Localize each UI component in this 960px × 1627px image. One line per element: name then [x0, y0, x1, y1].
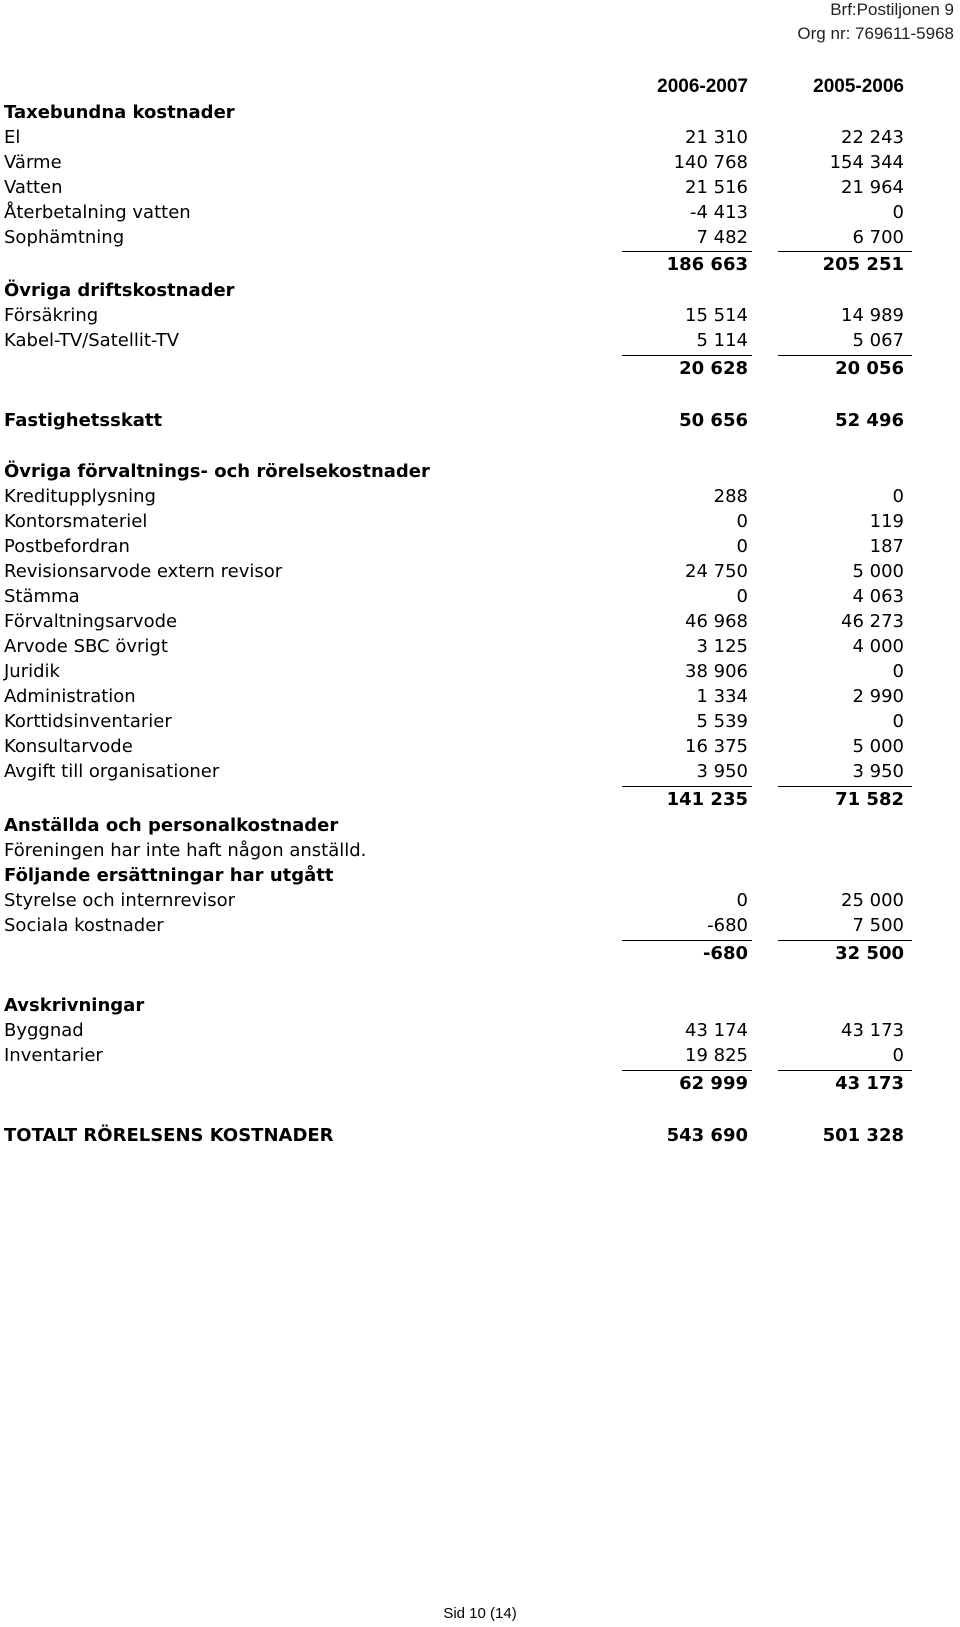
- table-row: [0, 913, 960, 938]
- row-label: Arvode SBC övrigt: [4, 636, 168, 657]
- value-2005-2006: 154 344: [829, 152, 904, 173]
- fastighetsskatt-row: [0, 408, 960, 433]
- row-label: Sophämtning: [4, 227, 125, 248]
- subtotal-row: [0, 941, 960, 966]
- row-label: Värme: [4, 152, 62, 173]
- value-2005-2006: 22 243: [841, 127, 904, 148]
- table-row: [0, 1018, 960, 1043]
- table-row: [0, 659, 960, 684]
- row-label: Styrelse och internrevisor: [4, 890, 235, 911]
- grand-total-row: [0, 1123, 960, 1148]
- subtotal-2005-2006: 205 251: [822, 254, 904, 275]
- value-2006-2007: 3 950: [696, 761, 748, 782]
- subtotal-row: [0, 252, 960, 277]
- value-2005-2006: 119: [869, 511, 904, 532]
- value-2006-2007: 0: [736, 536, 748, 557]
- value-2005-2006: 6 700: [852, 227, 904, 248]
- row-label: Vatten: [4, 177, 63, 198]
- value-2005-2006: 43 173: [841, 1020, 904, 1041]
- value-2005-2006: 14 989: [841, 305, 904, 326]
- value-2005-2006: 0: [892, 711, 904, 732]
- table-row: [0, 328, 960, 353]
- row-label: Kontorsmateriel: [4, 511, 148, 532]
- value-2006-2007: 38 906: [685, 661, 748, 682]
- subtotal-2006-2007: -680: [702, 943, 748, 964]
- value-2005-2006: 0: [892, 661, 904, 682]
- section-heading-label: Avskrivningar: [4, 995, 145, 1016]
- table-row: [0, 225, 960, 250]
- value-2006-2007: -680: [707, 915, 748, 936]
- subtotal-row: [0, 787, 960, 812]
- value-2006-2007: 46 968: [685, 611, 748, 632]
- row-label: Korttidsinventarier: [4, 711, 172, 732]
- value-2005-2006: 0: [892, 1045, 904, 1066]
- value-2006-2007: 3 125: [696, 636, 748, 657]
- value-2005-2006: 5 000: [852, 736, 904, 757]
- section-heading-label: Övriga driftskostnader: [4, 280, 235, 301]
- value-2006-2007: 5 114: [696, 330, 748, 351]
- table-row: [0, 888, 960, 913]
- value-2005-2006: 4 000: [852, 636, 904, 657]
- value-2006-2007: 7 482: [696, 227, 748, 248]
- row-label: Kabel-TV/Satellit-TV: [4, 330, 180, 351]
- value-2006-2007: 19 825: [685, 1045, 748, 1066]
- row-label: Förvaltningsarvode: [4, 611, 178, 632]
- table-row: [0, 709, 960, 734]
- subtotal-row: [0, 1071, 960, 1096]
- subtotal-2006-2007: 20 628: [679, 358, 748, 379]
- page-number: Sid 10 (14): [443, 1605, 517, 1622]
- row-label: Byggnad: [4, 1020, 84, 1041]
- table-row: [0, 534, 960, 559]
- value-2006-2007: 50 656: [679, 410, 748, 431]
- row-label: Konsultarvode: [4, 736, 133, 757]
- grand-total-2006-2007: 543 690: [666, 1125, 748, 1146]
- row-label: Försäkring: [4, 305, 99, 326]
- row-label: Juridik: [4, 661, 60, 682]
- table-row: [0, 509, 960, 534]
- section-heading: [0, 100, 960, 125]
- section-heading: [0, 459, 960, 484]
- value-2006-2007: 288: [713, 486, 748, 507]
- table-row: [0, 734, 960, 759]
- subtotal-2006-2007: 62 999: [679, 1073, 748, 1094]
- subtotal-2006-2007: 186 663: [666, 254, 748, 275]
- subtotal-2005-2006: 43 173: [835, 1073, 904, 1094]
- section-heading-label: Anställda och personalkostnader: [4, 815, 339, 836]
- subtotal-2006-2007: 141 235: [666, 789, 748, 810]
- value-2005-2006: 3 950: [852, 761, 904, 782]
- section-heading-label: Taxebundna kostnader: [4, 102, 235, 123]
- row-label: Postbefordran: [4, 536, 130, 557]
- value-2006-2007: 5 539: [696, 711, 748, 732]
- row-label: Administration: [4, 686, 136, 707]
- grand-total-2005-2006: 501 328: [822, 1125, 904, 1146]
- section-heading: [0, 813, 960, 838]
- value-2006-2007: 24 750: [685, 561, 748, 582]
- table-row: [0, 559, 960, 584]
- value-2005-2006: 5 000: [852, 561, 904, 582]
- row-label: Avgift till organisationer: [4, 761, 220, 782]
- value-2006-2007: 0: [736, 890, 748, 911]
- table-row: [0, 200, 960, 225]
- row-label: El: [4, 127, 21, 148]
- section-subheading: [0, 863, 960, 888]
- column-header-row: [0, 74, 960, 99]
- value-2006-2007: 15 514: [685, 305, 748, 326]
- table-row: [0, 759, 960, 784]
- value-2006-2007: 43 174: [685, 1020, 748, 1041]
- value-2005-2006: 187: [869, 536, 904, 557]
- row-label: Sociala kostnader: [4, 915, 164, 936]
- subtotal-2005-2006: 20 056: [835, 358, 904, 379]
- value-2006-2007: 21 310: [685, 127, 748, 148]
- value-2006-2007: 21 516: [685, 177, 748, 198]
- grand-total-label: TOTALT RÖRELSENS KOSTNADER: [4, 1125, 334, 1146]
- value-2005-2006: 0: [892, 486, 904, 507]
- personal-note: Föreningen har inte haft någon anställd.: [4, 840, 367, 861]
- table-row: [0, 1043, 960, 1068]
- value-2006-2007: 0: [736, 586, 748, 607]
- column-previous-year: 2005-2006: [813, 76, 904, 97]
- table-row: [0, 175, 960, 200]
- row-label: Fastighetsskatt: [4, 410, 163, 431]
- section-subheading-label: Följande ersättningar har utgått: [4, 865, 334, 886]
- value-2006-2007: 140 768: [673, 152, 748, 173]
- value-2006-2007: 16 375: [685, 736, 748, 757]
- value-2005-2006: 4 063: [852, 586, 904, 607]
- table-row: [0, 303, 960, 328]
- table-row: [0, 609, 960, 634]
- column-current-year: 2006-2007: [657, 76, 748, 97]
- table-row: [0, 484, 960, 509]
- value-2006-2007: 1 334: [696, 686, 748, 707]
- section-heading-label: Övriga förvaltnings- och rörelsekostnader: [4, 461, 430, 482]
- value-2005-2006: 52 496: [835, 410, 904, 431]
- table-row: [0, 125, 960, 150]
- table-row: [0, 684, 960, 709]
- row-label: Kreditupplysning: [4, 486, 156, 507]
- value-2005-2006: 7 500: [852, 915, 904, 936]
- section-heading: [0, 993, 960, 1018]
- value-2005-2006: 46 273: [841, 611, 904, 632]
- value-2006-2007: 0: [736, 511, 748, 532]
- subtotal-2005-2006: 71 582: [835, 789, 904, 810]
- row-label: Återbetalning vatten: [4, 202, 191, 223]
- value-2005-2006: 21 964: [841, 177, 904, 198]
- row-label: Inventarier: [4, 1045, 103, 1066]
- row-label: Revisionsarvode extern revisor: [4, 561, 283, 582]
- company-name: Brf:Postiljonen 9: [830, 0, 954, 19]
- value-2005-2006: 25 000: [841, 890, 904, 911]
- table-row: [0, 584, 960, 609]
- section-heading: [0, 278, 960, 303]
- subtotal-row: [0, 356, 960, 381]
- value-2005-2006: 2 990: [852, 686, 904, 707]
- value-2006-2007: -4 413: [689, 202, 748, 223]
- org-number: Org nr: 769611-5968: [797, 24, 954, 43]
- table-row: [0, 150, 960, 175]
- row-label: Stämma: [4, 586, 80, 607]
- subtotal-2005-2006: 32 500: [835, 943, 904, 964]
- note-row: [0, 838, 960, 863]
- value-2005-2006: 0: [892, 202, 904, 223]
- table-row: [0, 634, 960, 659]
- value-2005-2006: 5 067: [852, 330, 904, 351]
